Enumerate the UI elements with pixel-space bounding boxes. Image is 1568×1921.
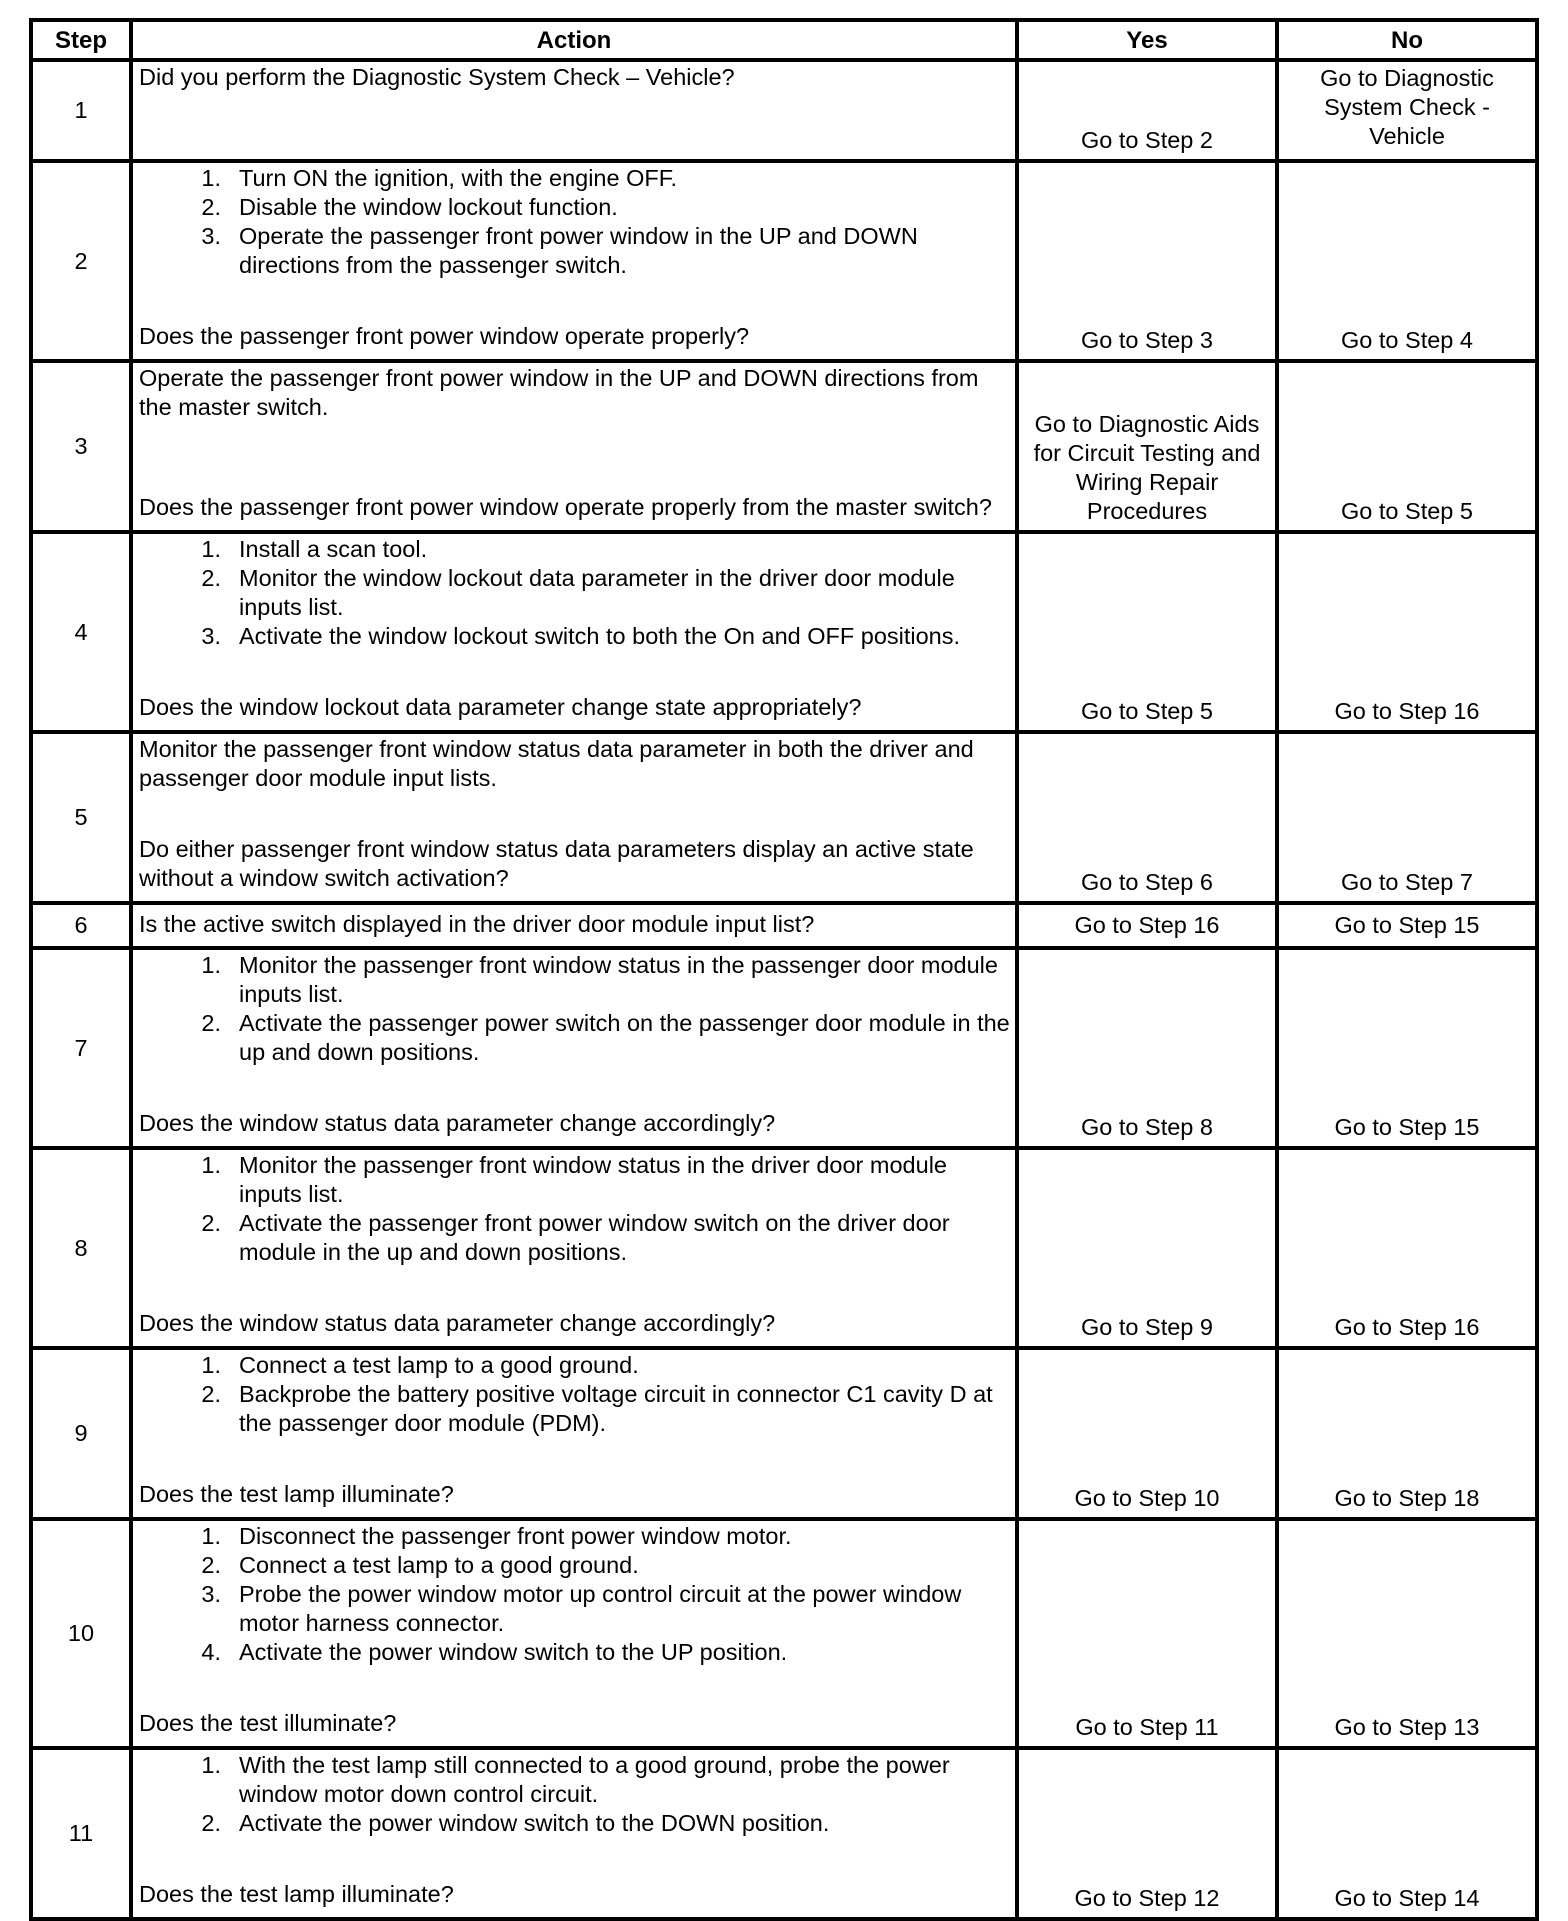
action-cell (131, 361, 1017, 532)
list-item (139, 1209, 1011, 1267)
list-item (139, 1380, 1011, 1438)
list-item-text: Install a scan tool. (239, 536, 428, 562)
step-number: 2 (31, 161, 131, 361)
action-question: Does the passenger front power window operate properly? (139, 323, 750, 349)
list-item-text: Activate the power window switch to the UP position. (239, 1639, 788, 1665)
yes-outcome: Go to Step 5 (1081, 698, 1213, 724)
yes-outcome: Go to Diagnostic Aids for Circuit Testing and Wiring Repair Procedures (1033, 411, 1261, 524)
action-text: Operate the passenger front power window in the UP and DOWN directions from the master switch. (139, 365, 979, 420)
list-item-number: 1. (201, 952, 221, 978)
list-item (139, 1751, 1011, 1809)
table-row (31, 60, 1537, 161)
step-number: 7 (31, 948, 131, 1148)
yes-outcome: Go to Step 2 (1081, 127, 1213, 153)
yes-cell (1017, 1348, 1277, 1519)
no-outcome: Go to Step 13 (1334, 1714, 1480, 1740)
yes-outcome: Go to Step 12 (1074, 1885, 1220, 1911)
header-step: Step (31, 20, 131, 60)
yes-outcome: Go to Step 16 (1074, 912, 1220, 938)
list-item-number: 1. (201, 1752, 221, 1778)
list-item-text: Turn ON the ignition, with the engine OFF. (239, 165, 678, 191)
action-question: Does the window status data parameter change accordingly? (139, 1310, 776, 1336)
step-number: 10 (31, 1519, 131, 1748)
yes-outcome: Go to Step 10 (1074, 1485, 1220, 1511)
list-item-number: 1. (201, 165, 221, 191)
list-item-number: 4. (201, 1639, 221, 1665)
list-item (139, 1580, 1011, 1638)
yes-cell (1017, 1148, 1277, 1348)
action-question: Does the passenger front power window operate properly from the master switch? (139, 494, 992, 520)
table-row (31, 361, 1537, 532)
step-number: 5 (31, 732, 131, 903)
list-item-number: 2. (201, 1552, 221, 1578)
list-item-text: Operate the passenger front power window in the UP and DOWN directions from the passenger switch. (239, 223, 918, 278)
action-question: Does the window lockout data parameter change state appropriately? (139, 694, 862, 720)
list-item-text: Activate the passenger power switch on the passenger door module in the up and down positions. (239, 1010, 1010, 1065)
table-row (31, 1348, 1537, 1519)
action-text: Did you perform the Diagnostic System Check – Vehicle? (139, 64, 735, 90)
list-item-text: Probe the power window motor up control circuit at the power window motor harness connector. (239, 1581, 962, 1636)
list-item-number: 2. (201, 1810, 221, 1836)
no-outcome: Go to Step 15 (1334, 1114, 1480, 1140)
action-question: Do either passenger front window status data parameters display an active state without a window switch activation? (139, 836, 974, 891)
yes-outcome: Go to Step 6 (1081, 869, 1213, 895)
no-cell (1277, 1348, 1537, 1519)
no-cell (1277, 60, 1537, 161)
no-cell (1277, 903, 1537, 948)
no-cell (1277, 732, 1537, 903)
list-item-text: Activate the window lockout switch to both the On and OFF positions. (239, 623, 961, 649)
action-cell (131, 732, 1017, 903)
list-item-number: 1. (201, 1352, 221, 1378)
header-yes: Yes (1017, 20, 1277, 60)
table-row (31, 1519, 1537, 1748)
list-item (139, 1522, 1011, 1551)
no-cell (1277, 161, 1537, 361)
list-item-text: Monitor the passenger front window status in the driver door module inputs list. (239, 1152, 947, 1207)
action-step-list (139, 164, 1011, 280)
list-item (139, 1809, 1011, 1838)
table-row (31, 1748, 1537, 1919)
yes-cell (1017, 532, 1277, 732)
yes-outcome: Go to Step 8 (1081, 1114, 1213, 1140)
action-cell (131, 161, 1017, 361)
step-number: 8 (31, 1148, 131, 1348)
list-item-number: 2. (201, 1210, 221, 1236)
action-step-list (139, 1522, 1011, 1667)
list-item-number: 1. (201, 536, 221, 562)
action-cell (131, 1748, 1017, 1919)
list-item (139, 564, 1011, 622)
no-outcome: Go to Step 4 (1341, 327, 1473, 353)
list-item-number: 3. (201, 223, 221, 249)
header-no: No (1277, 20, 1537, 60)
action-step-list (139, 1151, 1011, 1267)
action-question: Does the test lamp illuminate? (139, 1481, 454, 1507)
list-item-number: 1. (201, 1152, 221, 1178)
no-outcome: Go to Step 16 (1334, 1314, 1480, 1340)
list-item-number: 1. (201, 1523, 221, 1549)
header-action: Action (131, 20, 1017, 60)
list-item-number: 3. (201, 1581, 221, 1607)
list-item-number: 2. (201, 1381, 221, 1407)
no-cell (1277, 948, 1537, 1148)
table-row (31, 948, 1537, 1148)
no-outcome: Go to Step 5 (1341, 498, 1473, 524)
yes-cell (1017, 948, 1277, 1148)
action-cell (131, 1348, 1017, 1519)
action-question: Does the test illuminate? (139, 1710, 397, 1736)
yes-cell (1017, 161, 1277, 361)
step-number: 1 (31, 60, 131, 161)
action-cell (131, 1148, 1017, 1348)
table-row (31, 732, 1537, 903)
no-cell (1277, 1748, 1537, 1919)
action-cell (131, 532, 1017, 732)
list-item (139, 222, 1011, 280)
yes-cell (1017, 1748, 1277, 1919)
list-item-text: Connect a test lamp to a good ground. (239, 1552, 639, 1578)
yes-cell (1017, 1519, 1277, 1748)
no-outcome: Go to Step 7 (1341, 869, 1473, 895)
list-item-text: Disable the window lockout function. (239, 194, 618, 220)
list-item (139, 1351, 1011, 1380)
no-outcome: Go to Step 14 (1334, 1885, 1480, 1911)
table-row (31, 1148, 1537, 1348)
action-step-list (139, 1351, 1011, 1438)
list-item-number: 2. (201, 194, 221, 220)
action-cell (131, 948, 1017, 1148)
list-item (139, 1551, 1011, 1580)
list-item-text: Backprobe the battery positive voltage circuit in connector C1 cavity D at the passenger door module (PDM). (239, 1381, 993, 1436)
header-row (31, 20, 1537, 60)
no-cell (1277, 1148, 1537, 1348)
action-question: Does the test lamp illuminate? (139, 1881, 454, 1907)
no-outcome: Go to Step 15 (1334, 912, 1480, 938)
table-row (31, 903, 1537, 948)
step-number: 3 (31, 361, 131, 532)
list-item (139, 1009, 1011, 1067)
list-item-text: With the test lamp still connected to a good ground, probe the power window motor down control circuit. (239, 1752, 950, 1807)
list-item (139, 1151, 1011, 1209)
list-item (139, 622, 1011, 651)
step-number: 9 (31, 1348, 131, 1519)
no-outcome: Go to Step 16 (1334, 698, 1480, 724)
list-item-text: Activate the passenger front power window switch on the driver door module in the up and down positions. (239, 1210, 950, 1265)
list-item-text: Monitor the window lockout data parameter in the driver door module inputs list. (239, 565, 955, 620)
yes-cell (1017, 361, 1277, 532)
table-row (31, 532, 1537, 732)
action-question: Does the window status data parameter change accordingly? (139, 1110, 776, 1136)
list-item (139, 535, 1011, 564)
list-item (139, 951, 1011, 1009)
action-step-list (139, 951, 1011, 1067)
no-cell (1277, 361, 1537, 532)
step-number: 4 (31, 532, 131, 732)
yes-outcome: Go to Step 3 (1081, 327, 1213, 353)
list-item-text: Connect a test lamp to a good ground. (239, 1352, 639, 1378)
no-cell (1277, 532, 1537, 732)
list-item-text: Monitor the passenger front window status in the passenger door module inputs list. (239, 952, 998, 1007)
action-step-list (139, 1751, 1011, 1838)
diagnostic-table (29, 18, 1539, 1921)
yes-cell (1017, 60, 1277, 161)
step-number: 6 (31, 903, 131, 948)
no-outcome: Go to Diagnostic System Check - Vehicle (1320, 65, 1494, 149)
table-row (31, 161, 1537, 361)
list-item-number: 2. (201, 565, 221, 591)
action-text: Is the active switch displayed in the driver door module input list? (139, 911, 815, 937)
no-outcome: Go to Step 18 (1334, 1485, 1480, 1511)
step-number: 11 (31, 1748, 131, 1919)
action-cell (131, 1519, 1017, 1748)
action-text: Monitor the passenger front window status data parameter in both the driver and passenger door module input lists. (139, 736, 974, 791)
list-item (139, 1638, 1011, 1667)
list-item-number: 3. (201, 623, 221, 649)
action-cell (131, 60, 1017, 161)
list-item-text: Disconnect the passenger front power window motor. (239, 1523, 792, 1549)
list-item (139, 164, 1011, 193)
list-item (139, 193, 1011, 222)
action-cell (131, 903, 1017, 948)
yes-outcome: Go to Step 9 (1081, 1314, 1213, 1340)
yes-outcome: Go to Step 11 (1075, 1714, 1219, 1740)
yes-cell (1017, 732, 1277, 903)
list-item-text: Activate the power window switch to the DOWN position. (239, 1810, 830, 1836)
list-item-number: 2. (201, 1010, 221, 1036)
yes-cell (1017, 903, 1277, 948)
no-cell (1277, 1519, 1537, 1748)
action-step-list (139, 535, 1011, 651)
